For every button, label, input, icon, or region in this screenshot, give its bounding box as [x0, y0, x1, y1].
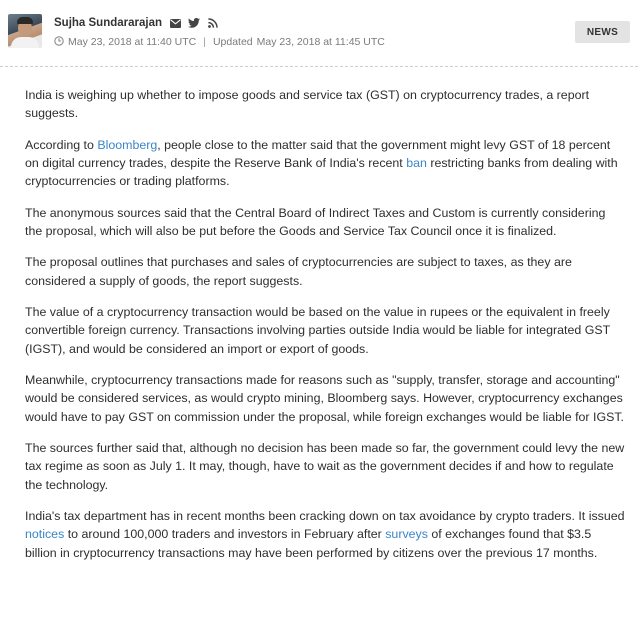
author-avatar[interactable] — [8, 14, 42, 48]
twitter-icon[interactable] — [188, 17, 200, 29]
author-row — [54, 15, 219, 31]
rss-icon[interactable] — [207, 17, 219, 29]
clock-icon — [54, 36, 64, 49]
paragraph-3: The anonymous sources said that the Central Board of Indirect Taxes and Custom is currently considering the proposal, which will also be put before the Goods and Service Tax Council once it is finalized. — [25, 205, 606, 239]
paragraph-2-text-a: According to — [25, 137, 98, 152]
notices-link[interactable]: notices — [25, 527, 65, 542]
paragraph-6: Meanwhile, cryptocurrency transactions made for reasons such as "supply, transfer, storage and accounting" would be considered services, as would crypto mining, Bloomberg says. However, cryptocurrency exchanges would have to pay GST on commission under the proposal, while foreign exchanges would be liable for IGST. — [25, 372, 624, 424]
publish-dates — [54, 35, 385, 49]
surveys-link[interactable]: surveys — [385, 527, 428, 542]
article-body — [25, 86, 625, 575]
bloomberg-link[interactable]: Bloomberg — [97, 137, 158, 152]
paragraph-5: The value of a cryptocurrency transaction would be based on the value in rupees or the equivalent in freely convertible foreign currency. Transactions involving parties outside India would be liable for integrated GST (IGST), and would be considered an import or export of goods. — [25, 304, 610, 356]
updated-date: May 23, 2018 at 11:45 UTC — [256, 36, 385, 48]
paragraph-1: India is weighing up whether to impose goods and service tax (GST) on cryptocurrency trades, a report suggests. — [25, 88, 590, 121]
paragraph-8-text-b: to around 100,000 traders and investors in February after — [64, 527, 386, 542]
paragraph-2 — [25, 136, 625, 191]
date-separator: | — [203, 36, 206, 48]
author-name[interactable]: Sujha Sundararajan — [54, 17, 163, 29]
updated-label: Updated — [212, 36, 253, 48]
ban-link[interactable]: ban — [406, 156, 427, 171]
article-header — [0, 0, 638, 67]
paragraph-8 — [25, 507, 625, 562]
paragraph-2-text-c: restricting banks from dealing with cryptocurrencies or trading platforms. — [25, 156, 618, 189]
published-date: May 23, 2018 at 11:40 UTC — [68, 36, 197, 48]
paragraph-2-text-b: , people close to the matter said that the government might levy GST of 18 percent on digital currency trades, despite the Reserve Bank of India's recent — [25, 137, 611, 171]
envelope-icon[interactable] — [169, 17, 181, 29]
paragraph-7: The sources further said that, although no decision has been made so far, the government could levy the new tax regime as soon as July 1. It may, though, have to wait as the government decides if and how to regulate the technology. — [25, 440, 625, 492]
paragraph-4: The proposal outlines that purchases and sales of cryptocurrencies are subject to taxes, as they are considered a supply of goods, the report suggests. — [25, 255, 572, 288]
news-badge[interactable]: NEWS — [575, 21, 630, 43]
paragraph-8-text-a: India's tax department has in recent months been cracking down on tax avoidance by crypto traders. It issued — [25, 508, 625, 523]
paragraph-8-text-c: of exchanges found that $3.5 billion in cryptocurrency transactions may have been performed by citizens over the previous 17 months. — [25, 527, 598, 560]
